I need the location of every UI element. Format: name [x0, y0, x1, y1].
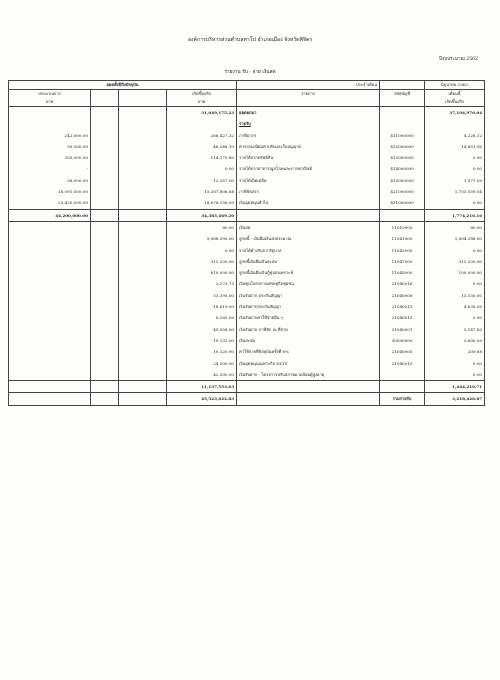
baht-unit: บาท — [167, 98, 237, 107]
blank-cell — [91, 301, 119, 312]
account-code-cell: 30000000 — [380, 335, 425, 346]
account-code-cell: 421000000 — [380, 186, 425, 197]
month-cell: 37,194,976.04 — [425, 107, 485, 119]
actual-cell: 19,131.00 — [167, 335, 237, 346]
account-code-cell: 11042000 — [380, 245, 425, 256]
grand-total-label: รวมรายรับ — [380, 393, 425, 405]
baht-unit: บาท — [9, 98, 91, 107]
blank-cell — [237, 98, 380, 107]
blank-cell — [119, 197, 167, 209]
blank-cell — [237, 381, 380, 393]
month-label: ประจำเดือน — [237, 81, 380, 90]
blank-cell — [9, 267, 91, 278]
account-code-cell: 21040015 — [380, 312, 425, 323]
item-label: เงินอุดหนุนทั่วไป — [237, 197, 380, 209]
blank-cell — [119, 221, 167, 233]
item-label: เงินรับฝากประกันสัญญา — [237, 301, 380, 312]
blank-cell — [119, 393, 167, 405]
blank-cell — [91, 197, 119, 209]
estimate-cell: 90,500.00 — [9, 141, 91, 152]
account-code-cell: 21040005 — [380, 346, 425, 357]
blank-cell — [9, 381, 91, 393]
blank-cell — [380, 381, 425, 393]
table-row — [9, 301, 485, 312]
item-label: เงินรับฝากค่าใช้จ่ายอื่น ๆ — [237, 312, 380, 323]
actual-cell: 18,619.00 — [167, 301, 237, 312]
blank-cell — [91, 98, 119, 107]
account-code-cell: 415000000 — [380, 175, 425, 186]
subtotal-month: 1,444,210.71 — [425, 381, 485, 393]
blank-cell — [237, 209, 380, 221]
blank-cell — [91, 312, 119, 323]
item-label: ลูกหนี้เงินยืมเงินกู้ทุนสงเคราะห์ — [237, 267, 380, 278]
blank-cell — [91, 358, 119, 369]
month-cell: 0.00 — [425, 163, 485, 174]
blank-cell — [9, 312, 91, 323]
blank-cell — [119, 335, 167, 346]
actual-cell: 311,200.00 — [167, 256, 237, 267]
blank-cell — [119, 175, 167, 186]
item-label: รายได้เบ็ดเตล็ด — [237, 175, 380, 186]
account-code-cell — [380, 118, 425, 129]
account-code-cell: 11047000 — [380, 256, 425, 267]
blank-cell — [91, 256, 119, 267]
subtotal-month: 1,774,216.16 — [425, 209, 485, 221]
table-row — [9, 245, 485, 256]
month-cell: 0.00 — [425, 312, 485, 323]
blank-cell — [119, 267, 167, 278]
blank-cell — [119, 233, 167, 244]
item-label: เงินรับฝาก - โครงการปรับสภาพแวดล้อมผู้สูงอายุ — [237, 369, 380, 381]
month-cell: 0.00 — [425, 245, 485, 256]
blank-cell — [9, 233, 91, 244]
item-label: รายรับ — [237, 118, 380, 129]
blank-cell — [9, 346, 91, 357]
table-row — [9, 358, 485, 369]
blank-cell — [119, 369, 167, 381]
table-row — [9, 130, 485, 141]
account-code-cell: 413000000 — [380, 152, 425, 163]
blank-cell — [237, 393, 380, 405]
blank-cell — [119, 301, 167, 312]
table-row — [9, 369, 485, 381]
actual-cell: 6,183.00 — [167, 312, 237, 323]
other-subtotal-row — [9, 381, 485, 393]
estimate-cell — [9, 118, 91, 129]
table-row — [9, 324, 485, 335]
table-row — [9, 141, 485, 152]
account-code-header: รหัสบัญชี — [380, 90, 425, 99]
table-row — [9, 233, 485, 244]
actual-cell: 49,558.00 — [167, 324, 237, 335]
blank-cell — [91, 267, 119, 278]
blank-cell — [91, 290, 119, 301]
blank-cell — [119, 245, 167, 256]
table-row — [9, 197, 485, 209]
table-row — [9, 163, 485, 174]
month-value: มิถุนายน 2562 — [425, 81, 485, 90]
blank-cell — [9, 393, 91, 405]
actual-cell: 266,427.32 — [167, 130, 237, 141]
estimate-header: ประมาณการ — [9, 90, 91, 99]
blank-cell — [119, 324, 167, 335]
estimate-cell: 25,420,000.00 — [9, 197, 91, 209]
blank-cell — [119, 381, 167, 393]
blank-cell — [119, 346, 167, 357]
account-code-cell: 21040001 — [380, 324, 425, 335]
blank-cell — [119, 90, 167, 99]
table-row — [9, 267, 485, 278]
table-row — [9, 290, 485, 301]
item-label: เงินอุดหนุนเฉพาะกิจ DLTV — [237, 358, 380, 369]
blank-cell — [119, 98, 167, 107]
account-code-cell: 414000000 — [380, 163, 425, 174]
blank-cell — [119, 358, 167, 369]
grand-total-actual: 45,523,022.83 — [167, 393, 237, 405]
blank-cell — [119, 141, 167, 152]
blank-cell — [91, 163, 119, 174]
blank-cell — [91, 90, 119, 99]
blank-cell — [119, 256, 167, 267]
blank-cell — [9, 358, 91, 369]
account-code-cell: 412000000 — [380, 141, 425, 152]
item-label: เงินสด — [237, 221, 380, 233]
account-code-cell: 21040013 — [380, 301, 425, 312]
item-label: รายได้จากทรัพย์สิน — [237, 152, 380, 163]
month-cell: 311,200.00 — [425, 256, 485, 267]
cash-report-table — [8, 80, 485, 406]
estimate-cell — [9, 107, 91, 119]
account-code-cell — [380, 107, 425, 119]
grand-total-row — [9, 393, 485, 405]
blank-cell — [119, 186, 167, 197]
item-label: ภาษีจัดสรร — [237, 186, 380, 197]
month-cell: 14,851.56 — [425, 141, 485, 152]
blank-cell — [91, 346, 119, 357]
blank-cell — [91, 369, 119, 381]
actual-cell: 31,049,175.23 — [167, 107, 237, 119]
actual-cell: 0.00 — [167, 245, 237, 256]
table-row — [9, 186, 485, 197]
actual-cell: 46,548.10 — [167, 141, 237, 152]
item-label: เงินรับฝาก ภาษีหัก ณ ที่จ่าย — [237, 324, 380, 335]
actual-header: เกิดขึ้นจริง — [167, 90, 237, 99]
actual-cell: 10,320.90 — [167, 346, 237, 357]
estimate-cell: - — [9, 163, 91, 174]
blank-cell — [91, 324, 119, 335]
items-header: รายการ — [237, 90, 380, 99]
blank-cell — [91, 130, 119, 141]
blank-cell — [9, 256, 91, 267]
blank-cell — [91, 335, 119, 346]
month-cell: 4,635.00 — [425, 301, 485, 312]
actual-cell: 9,988,593.00 — [167, 233, 237, 244]
blank-cell — [9, 221, 91, 233]
month-cell — [425, 118, 485, 129]
blank-cell — [119, 163, 167, 174]
table-row — [9, 221, 485, 233]
table-row — [9, 278, 485, 289]
month-cell: 0.00 — [425, 369, 485, 381]
header-row-2 — [9, 90, 485, 99]
blank-cell — [91, 186, 119, 197]
account-code-cell: 21040015 — [380, 358, 425, 369]
item-label: ลูกหนี้ - เงินยืมเงินงบประมาณ — [237, 233, 380, 244]
actual-cell — [167, 118, 237, 129]
blank-cell — [91, 152, 119, 163]
table-row — [9, 346, 485, 357]
actual-cell: 53,395.00 — [167, 290, 237, 301]
blank-cell — [91, 175, 119, 186]
month-cell: 1,577.00 — [425, 175, 485, 186]
blank-cell — [91, 118, 119, 129]
item-label: ยอดยกมา — [237, 107, 380, 119]
table-row — [9, 256, 485, 267]
table-row — [9, 335, 485, 346]
blank-cell — [119, 118, 167, 129]
actual-cell: 3,273.73 — [167, 278, 237, 289]
blank-cell — [9, 245, 91, 256]
fiscal-year: ปีงบประมาณ 2562 — [439, 57, 478, 62]
actual-cell: 24,500.00 — [167, 358, 237, 369]
blank-cell — [91, 209, 119, 221]
account-code-cell: 411000000 — [380, 130, 425, 141]
item-label: ค่าธรรมเนียมค่าปรับและใบอนุญาต — [237, 141, 380, 152]
table-row — [9, 107, 485, 119]
item-label: ลูกหนี้เงินยืมเงินสะสม — [237, 256, 380, 267]
actual-cell: 0.00 — [167, 163, 237, 174]
blank-cell — [91, 233, 119, 244]
account-code-cell: 21040016 — [380, 278, 425, 289]
since-start-header: ยอดตั้งปีถึงปัจจุบัน — [9, 81, 237, 90]
month-cell: 0.00 — [425, 152, 485, 163]
table-row — [9, 118, 485, 129]
blank-cell — [119, 130, 167, 141]
account-code-cell — [380, 369, 425, 381]
item-label: เงินสะสม — [237, 335, 380, 346]
account-code-cell: 11010000 — [380, 221, 425, 233]
blank-cell — [119, 290, 167, 301]
blank-cell — [91, 393, 119, 405]
actual-cell: 114,173.80 — [167, 152, 237, 163]
table-row — [9, 312, 485, 323]
table-row — [9, 175, 485, 186]
blank-cell — [9, 278, 91, 289]
actual-cell: 80.00 — [167, 221, 237, 233]
income-subtotal-row — [9, 209, 485, 221]
account-code-cell: 11041000 — [380, 233, 425, 244]
item-label: ค่าใช้จ่ายที่ปัจจุบันครั้งที่ 6% — [237, 346, 380, 357]
blank-cell — [380, 209, 425, 221]
item-label: รายได้ค้างรับจากรัฐบาล — [237, 245, 380, 256]
this-month-header: เดือนนี้ — [425, 90, 485, 99]
actual-cell: 42,500.00 — [167, 369, 237, 381]
blank-cell — [119, 312, 167, 323]
blank-cell — [380, 98, 425, 107]
subtotal-actual: 34,385,469.20 — [167, 209, 237, 221]
blank-cell — [380, 81, 425, 90]
estimate-cell: 350,000.00 — [9, 152, 91, 163]
estimate-cell: 36,000.00 — [9, 175, 91, 186]
report-title: รายงาน รับ - จ่าย เงินสด — [224, 70, 276, 75]
actual-cell: 610,000.00 — [167, 267, 237, 278]
blank-cell — [9, 290, 91, 301]
blank-cell — [91, 381, 119, 393]
actual-header-month: เกิดขึ้นจริง — [425, 98, 485, 107]
item-label: รายได้จากสาธารณูปโภคและการพาณิชย์ — [237, 163, 380, 174]
month-cell: 80.00 — [425, 221, 485, 233]
header-row-1 — [9, 81, 485, 90]
blank-cell — [91, 245, 119, 256]
blank-cell — [9, 324, 91, 335]
blank-cell — [91, 141, 119, 152]
organization-title: องค์การบริหารส่วนตำบลท่าโป อำเภอเมือง จังหวัดพิจิตร — [187, 37, 313, 43]
grand-total-month: 3,218,426.87 — [425, 393, 485, 405]
month-cell: 100,000.00 — [425, 267, 485, 278]
actual-cell: 12,357.00 — [167, 175, 237, 186]
month-cell: 13,150.00 — [425, 290, 485, 301]
subtotal-actual: 11,137,553.63 — [167, 381, 237, 393]
blank-cell — [91, 107, 119, 119]
month-cell: 1,004,188.00 — [425, 233, 485, 244]
actual-cell: 18,678,156.00 — [167, 197, 237, 209]
blank-cell — [119, 107, 167, 119]
account-code-cell: 11045000 — [380, 267, 425, 278]
month-cell: 209.88 — [425, 346, 485, 357]
month-cell: 5,147.83 — [425, 324, 485, 335]
month-cell: 0.00 — [425, 358, 485, 369]
account-code-cell: 431000000 — [380, 197, 425, 209]
blank-cell — [9, 335, 91, 346]
account-code-cell: 21040008 — [380, 290, 425, 301]
item-label: เงินทุนโครงการเศรษฐกิจชุมชน — [237, 278, 380, 289]
table-row — [9, 152, 485, 163]
month-cell: 5,600.00 — [425, 335, 485, 346]
blank-cell — [119, 278, 167, 289]
blank-cell — [91, 221, 119, 233]
header-row-3 — [9, 98, 485, 107]
item-label: เงินรับฝาก ประกันสัญญา — [237, 290, 380, 301]
item-label: ภาษีอากร — [237, 130, 380, 141]
blank-cell — [119, 209, 167, 221]
subtotal-estimate: 44,200,000.00 — [9, 209, 91, 221]
blank-cell — [9, 369, 91, 381]
month-cell: 0.00 — [425, 278, 485, 289]
blank-cell — [9, 301, 91, 312]
month-cell: 0.00 — [425, 197, 485, 209]
actual-cell: 15,267,806.88 — [167, 186, 237, 197]
blank-cell — [91, 278, 119, 289]
month-cell: 4,228.12 — [425, 130, 485, 141]
estimate-cell: 18,091,500.00 — [9, 186, 91, 197]
month-cell: 1,753,559.54 — [425, 186, 485, 197]
estimate-cell: 242,000.00 — [9, 130, 91, 141]
blank-cell — [119, 152, 167, 163]
